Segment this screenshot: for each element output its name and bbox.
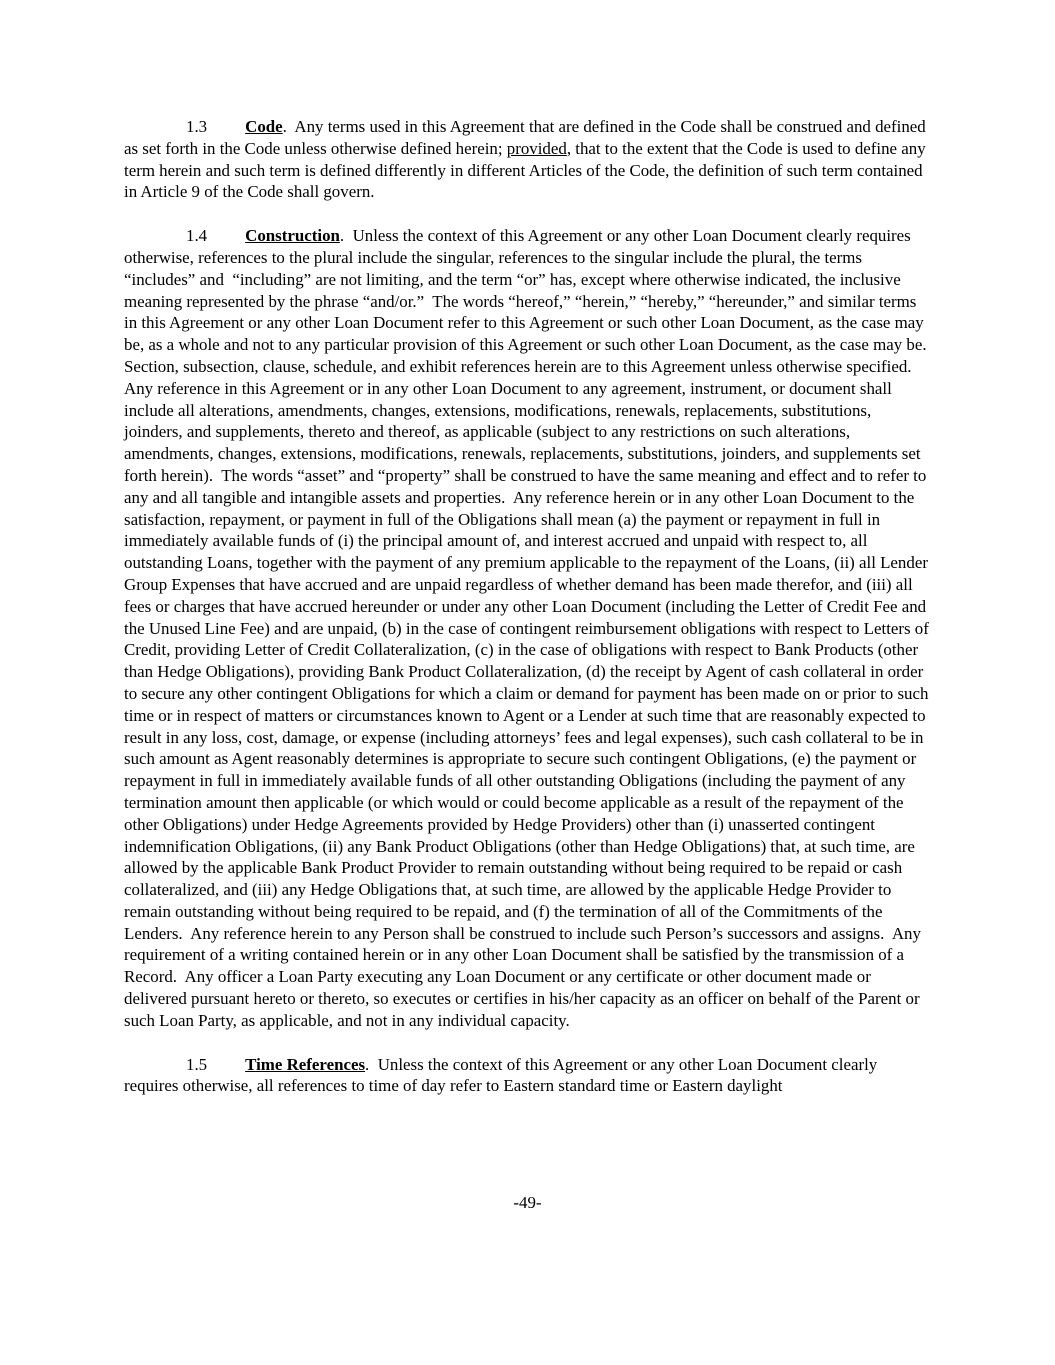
section-number: 1.5 — [186, 1054, 208, 1074]
section-heading: Construction — [245, 226, 340, 246]
section-text: . Unless the context of this Agreement or any other Loan Document clearly requires otherwise, all references to time of day refer to Eastern standard time or Eastern daylight — [124, 1054, 882, 1096]
section-text: . Any terms used in this Agreement that are defined in the Code shall be construed and defined as set forth in the Code unless otherwise defined herein; — [124, 117, 930, 158]
section-paragraph — [124, 1054, 931, 1098]
section-paragraph — [124, 225, 935, 1031]
section-text: . Unless the context of this Agreement or any other Loan Document clearly requires otherwise, references to the plural include the singular, references to the singular include the plural, the terms “includes” and “including” are not limiting, and the term “or” has, except where otherwise indicated, the inclusive meaning represented by the phrase “and/or.” The words “hereof,” “herein,” “hereby,” “hereunder,” and similar terms in this Agreement or any other Loan Document refer to this Agreement or such other Loan Document, as the case may be, as a whole and not to any particular provision of this Agreement or such other Loan Document, as the case may be. Section, subsection, clause, schedule, and exhibit references herein are to this Agreement unless otherwise specified. Any reference in this Agreement or in any other Loan Document to any agreement, instrument, or document shall include all alterations, amendments, changes, extensions, modifications, renewals, replacements, substitutions, joinders, and supplements, thereto and thereof, as applicable (subject to any restrictions on such alterations, amendments, changes, extensions, modifications, renewals, replacements, substitutions, joinders, and supplements set forth herein). The words “asset” and “property” shall be construed to have the same meaning and effect and to refer to any and all tangible and intangible assets and properties. Any reference herein or in any other Loan Document to the satisfaction, repayment, or payment in full of the Obligations shall mean (a) the payment or repayment in full in immediately available funds of (i) the principal amount of, and interest accrued and unpaid with respect to, all outstanding Loans, together with the payment of any premium applicable to the repayment of the Loans, (ii) all Lender Group Expenses that have accrued and are unpaid regardless of whether demand has been made therefor, and (iii) all fees or charges that have accrued hereunder or under any other Loan Document (including the Letter of Credit Fee and the Unused Line Fee) and are unpaid, (b) in the case of contingent reimbursement obligations with respect to Letters of Credit, providing Letter of Credit Collateralization, (c) in the case of obligations with respect to Bank Products (other than Hedge Obligations), providing Bank Product Collateralization, (d) the receipt by Agent of cash collateral in order to secure any other contingent Obligations for which a claim or demand for payment has been made on or prior to such time or in respect of matters or circumstances known to Agent or a Lender at such time that are reasonably expected to result in any loss, cost, damage, or expense (including attorneys’ fees and legal expenses), such cash collateral to be in such amount as Agent reasonably determines is appropriate to secure such contingent Obligations, (e) the payment or repayment in full in immediately available funds of all other outstanding Obligations (including the payment of any termination amount then applicable (or which would or could become applicable as a result of the repayment of the other Obligations) under Hedge Agreements provided by Hedge Providers) other than (i) unasserted contingent indemnification Obligations, (ii) any Bank Product Obligations (other than Hedge Obligations) that, at such time, are allowed by the applicable Bank Product Provider to remain outstanding without being required to be repaid or cash collateralized, and (iii) any Hedge Obligations that, at such time, are allowed by the applicable Hedge Provider to remain outstanding without being required to be repaid, and (f) the termination of all of the Commitments of the Lenders. Any reference herein to any Person shall be construed to include such Person’s successors and assigns. Any requirement of a writing contained herein or in any other Loan Document shall be satisfied by the transmission of a Record. Any officer a Loan Party executing any Loan Document or any certificate or other document made or delivered pursuant hereto or thereto, so executes or certifies in his/her capacity as an officer on behalf of the Parent or such Loan Party, as applicable, and not in any individual capacity. — [124, 226, 935, 1030]
section-heading: Code — [245, 117, 283, 136]
page-number: -49- — [513, 1193, 542, 1212]
section-text: provided — [506, 138, 567, 158]
section-paragraph — [124, 116, 931, 203]
section-number: 1.4 — [186, 226, 208, 246]
section-number: 1.3 — [186, 117, 208, 136]
section-text: , that to the extent that the Code is used to define any term herein and such term is defined differently in different Articles of the Code, the definition of such term contained in Article 9 of the Code shall govern. — [124, 138, 930, 202]
section-heading: Time References — [245, 1054, 366, 1074]
document-body — [124, 116, 935, 1097]
